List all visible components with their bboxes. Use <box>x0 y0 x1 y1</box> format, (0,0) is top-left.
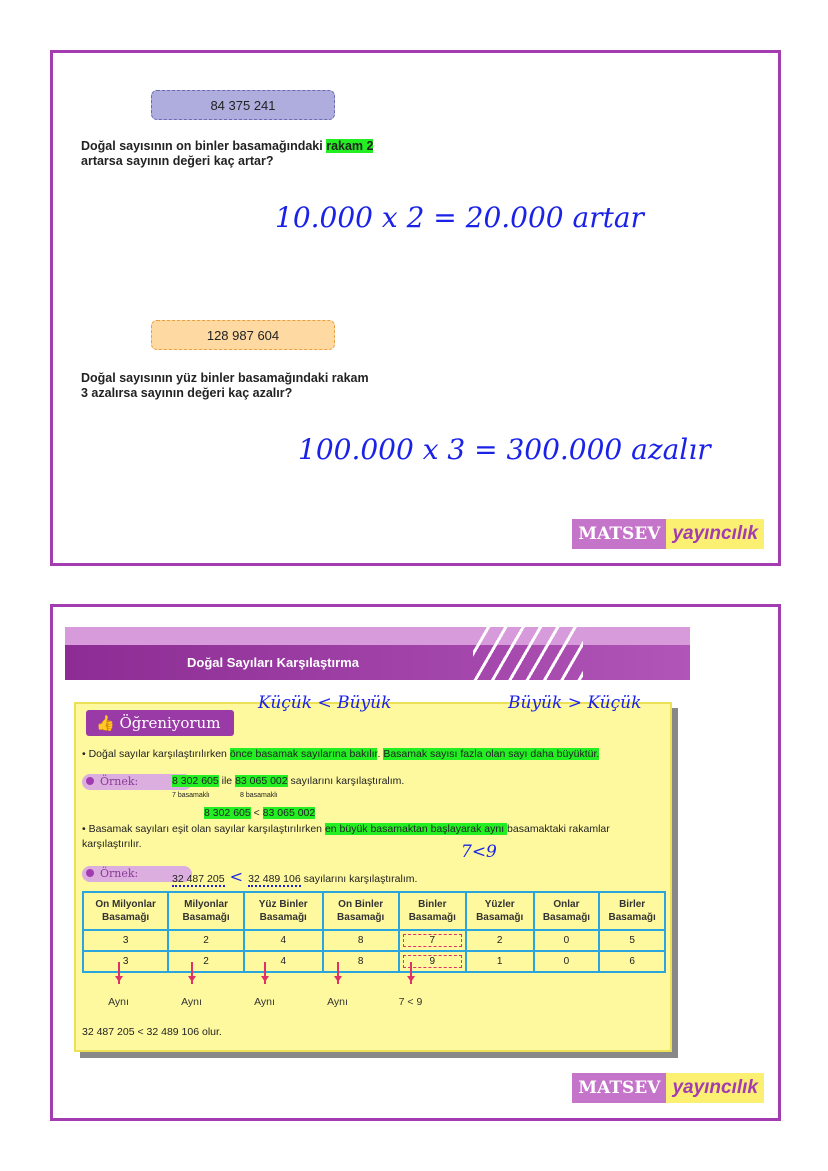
table-cell: 2 <box>466 930 534 951</box>
result-label: Aynı <box>181 996 202 1008</box>
operator: < <box>250 807 263 819</box>
lesson-box <box>74 702 672 1052</box>
table-cell: 8 <box>323 930 399 951</box>
highlight: önce basamak sayılarına bakılır <box>229 748 378 760</box>
number: 8 302 605 <box>204 807 251 819</box>
result-item <box>374 962 447 1008</box>
publisher-logo <box>572 1073 764 1103</box>
arrow-down-icon <box>337 962 339 984</box>
conclusion: 32 487 205 < 32 489 106 olur. <box>82 1026 222 1038</box>
number-banner-1: 84 375 241 <box>151 90 335 120</box>
decor-stripes <box>473 627 583 680</box>
table-cell: 3 <box>83 951 168 972</box>
example-label: Örnek: <box>82 774 192 790</box>
table-cell: 0 <box>534 930 600 951</box>
rule-1 <box>82 748 599 760</box>
table-cell: 2 <box>168 951 244 972</box>
logo-text: MATSEV <box>572 519 666 549</box>
logo-text: yayıncılık <box>666 519 764 549</box>
handwritten-answer-1: 10.000 x 2 = 20.000 artar <box>275 201 644 234</box>
number: 83 065 002 <box>235 775 288 787</box>
text: ile <box>218 775 236 787</box>
place-value-table <box>82 891 666 973</box>
number: 83 065 002 <box>262 807 316 819</box>
worksheet-page-1 <box>50 50 781 566</box>
result-label: Aynı <box>108 996 129 1008</box>
example-1 <box>172 775 404 787</box>
table-cell: 6 <box>599 951 665 972</box>
title-band <box>65 645 690 680</box>
result-item <box>301 962 374 1008</box>
table-cell: 5 <box>599 930 665 951</box>
question-text: Doğal sayısının on binler basamağındaki <box>81 139 327 153</box>
column-header: Onlar Basamağı <box>534 892 600 930</box>
column-header: Milyonlar Basamağı <box>168 892 244 930</box>
table-cell: 1 <box>466 951 534 972</box>
column-header: Binler Basamağı <box>399 892 466 930</box>
text: karşılaştırılır. <box>82 838 142 850</box>
table-cell-circled: 9 <box>399 951 466 972</box>
arrow-down-icon <box>264 962 266 984</box>
column-header: Yüzler Basamağı <box>466 892 534 930</box>
logo-text: yayıncılık <box>666 1073 764 1103</box>
number: 8 302 605 <box>172 775 219 787</box>
section-title: Öğreniyorum <box>119 714 221 732</box>
question-text: 3 azalırsa sayının değeri kaç azalır? <box>81 386 293 400</box>
example-2 <box>172 867 417 886</box>
table-cell: 4 <box>244 930 323 951</box>
table-row <box>83 930 665 951</box>
result-label: Aynı <box>327 996 348 1008</box>
column-header: On Milyonlar Basamağı <box>83 892 168 930</box>
arrow-down-icon <box>191 962 193 984</box>
highlight: rakam 2 <box>326 139 374 153</box>
table-cell: 0 <box>534 951 600 972</box>
result-item <box>155 962 228 1008</box>
section-tag: 👍 Öğreniyorum <box>86 710 234 736</box>
table-cell: 4 <box>244 951 323 972</box>
worksheet-page-2 <box>50 604 781 1121</box>
handwritten-note: Büyük > Küçük <box>508 693 642 713</box>
table-cell: 3 <box>83 930 168 951</box>
text: sayılarını karşılaştıralım. <box>287 775 405 787</box>
publisher-logo <box>572 519 764 549</box>
highlight: en büyük basamaktan başlayarak aynı <box>324 823 508 835</box>
number: 32 489 106 <box>248 873 301 885</box>
number: 32 487 205 <box>172 873 225 885</box>
arrow-down-icon <box>410 962 412 984</box>
table-cell: 8 <box>323 951 399 972</box>
arrow-down-icon <box>118 962 120 984</box>
result-item <box>82 962 155 1008</box>
handwritten-answer-2: 100.000 x 3 = 300.000 azalır <box>298 433 711 466</box>
result-label: 7 < 9 <box>398 996 423 1008</box>
rule-2 <box>82 822 610 852</box>
table-cell-circled: 7 <box>399 930 466 951</box>
highlight: Basamak sayısı fazla olan sayı daha büyüktür. <box>383 748 600 760</box>
comparison-results <box>82 962 666 1008</box>
table-header-row <box>83 892 665 930</box>
column-header: Yüz Binler Basamağı <box>244 892 323 930</box>
question-2 <box>81 371 369 401</box>
text: . <box>377 748 384 760</box>
result-item <box>228 962 301 1008</box>
number-banner-2: 128 987 604 <box>151 320 335 350</box>
handwritten-note: 7<9 <box>461 842 497 862</box>
example-label: Örnek: <box>82 866 192 882</box>
page-title: Doğal Sayıları Karşılaştırma <box>187 655 359 670</box>
logo-text: MATSEV <box>572 1073 666 1103</box>
question-text: artarsa sayının değeri kaç artar? <box>81 154 274 168</box>
text: • Basamak sayıları eşit olan sayılar karşılaştırılırken <box>82 823 325 835</box>
text: basamaktaki rakamlar <box>507 823 610 835</box>
digit-count-label: 7 basamaklı <box>172 792 210 799</box>
table-cell: 2 <box>168 930 244 951</box>
handwritten-note: Küçük < Büyük <box>258 693 392 713</box>
text: sayılarını karşılaştıralım. <box>300 873 418 885</box>
column-header: Birler Basamağı <box>599 892 665 930</box>
question-text: Doğal sayısının yüz binler basamağındaki rakam <box>81 371 369 385</box>
comparison-1 <box>204 807 315 819</box>
text: • Doğal sayılar karşılaştırılırken <box>82 748 230 760</box>
handwritten-operator: < <box>224 867 249 886</box>
result-label: Aynı <box>254 996 275 1008</box>
digit-count-label: 8 basamaklı <box>240 792 278 799</box>
column-header: On Binler Basamağı <box>323 892 399 930</box>
question-1 <box>81 139 373 169</box>
